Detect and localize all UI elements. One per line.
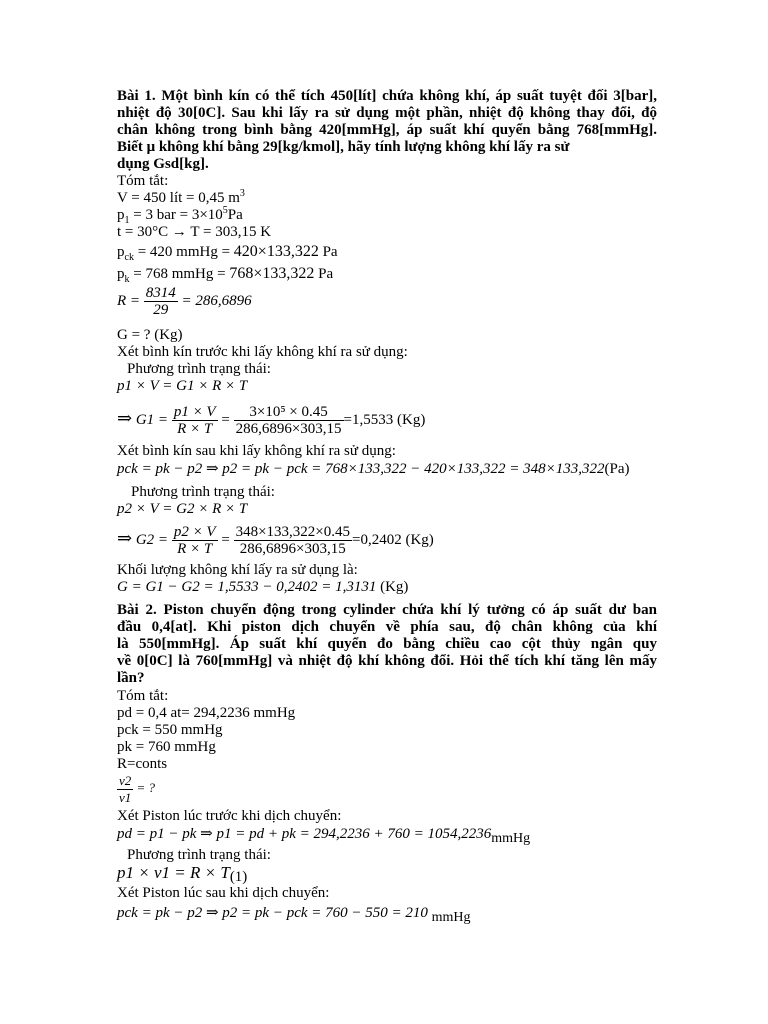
bai2-ratio: $\frac{v2}{v1}$ = ? [119,772,156,805]
bai2-r: R=conts [117,756,168,772]
bai1-pttt-2: Phương trình trạng thái: [131,484,275,500]
bai1-g2-formula: ⇒ G2 = $\frac{p2 \times V}{R \times T}$ = $\frac{348\times 133,322\times 0.45}{286,6896\times 303,15}$ =0,2402 (Kg) [117,524,434,558]
bai1-temperature: t = 30°C → T = 303,15 K [117,224,272,240]
bai1-pck: $p_{ck} = 420$ mmHg = 420×133,322 Pa [117,243,338,263]
bai1-equation-3: p2 × V = G2 × R × T [117,501,248,517]
bai2-line-1: Bài 2. Piston chuyển động trong cylinder chứa khí lý tưởng có áp suất dư ban [117,602,657,618]
bai2-line-2: đầu 0,4[at]. Khi piston dịch chuyển về phía sau, độ chân không của khí [117,619,657,635]
implies-icon: ⇒ [117,528,133,548]
bai2-pttt: Phương trình trạng thái: [127,847,271,863]
bai1-line-1: Bài 1. Một bình kín có thể tích 450[lít] chứa không khí, áp suất tuyệt đối 3[bar], [117,88,657,104]
bai2-equation-3: pck = pk − p2 ⇒ p2 = pk − pck = 760 − 550 = 210 mmHg [117,905,471,925]
bai2-line-4: về 0[0C] là 760[mmHg] và nhiệt độ khí không đổi. Hỏi thể tích khí tăng lên mấy [117,653,657,669]
bai1-line-2: nhiệt độ 30[0C]. Sau khi lấy ra sử dụng một phần, nhiệt độ không thay đổi, độ [117,105,657,121]
bai2-line-5: lần? [117,670,145,686]
bai1-tomtat: Tóm tắt: [117,173,169,189]
bai2-pck: pck = 550 mmHg [117,722,223,738]
bai1-pttt-1: Phương trình trạng thái: [127,361,271,377]
bai1-xet-truoc: Xét bình kín trước khi lấy không khí ra sử dụng: [117,344,408,360]
bai1-volume: V = 450 lít = 0,45 $m^3$ [117,188,245,206]
bai2-xet-sau: Xét Piston lúc sau khi dịch chuyển: [117,885,330,901]
bai1-p1: $p_1 = 3$ bar = $3\times 10^5Pa$ [117,205,243,226]
bai1-g-unknown: G = ? (Kg) [117,327,183,343]
bai1-pk: $p_k = 768$ mmHg = 768×133,322 Pa [117,265,334,285]
bai2-pd: pd = 0,4 at= 294,2236 mmHg [117,705,296,721]
bai1-line-5: dụng Gsd[kg]. [117,156,209,172]
bai1-line-4: Biết μ không khí bằng 29[kg/kmol], hãy tính lượng không khí lấy ra sử [117,139,570,155]
bai1-g1-formula: ⇒ G1 = $\frac{p1 \times V}{R \times T}$ = $\frac{\text{3×10⁵ × 0.45}}{286,6896\times 303,15}$ =1,5533 (Kg) [117,404,426,438]
bai1-line-3: chân không trong bình bằng 420[mmHg], áp suất khí quyển bằng 768[mmHg]. [117,122,657,138]
bai2-xet-truoc: Xét Piston lúc trước khi dịch chuyển: [117,808,342,824]
bai2-tomtat: Tóm tắt: [117,688,169,704]
bai2-equation-1: pd = p1 − pk ⇒ p1 = pd + pk = 294,2236 + 760 = 1054,2236mmHg [117,826,531,846]
bai1-xet-sau: Xét bình kín sau khi lấy không khí ra sử dụng: [117,443,396,459]
implies-icon: ⇒ [117,408,133,428]
bai1-khoi-luong: Khối lượng không khí lấy ra sử dụng là: [117,562,358,578]
bai1-r-formula: R = $\frac{8314}{29}$ = 286,6896 [117,285,252,319]
bai1-equation-1: p1 × V = G1 × R × T [117,378,248,394]
bai2-equation-2: p1 × v1 = R × T(1) [117,863,248,885]
bai2-line-3: là 550[mmHg]. Áp suất khí quyển đo bằng chiều cao cột thủy ngân quy [117,636,657,652]
bai1-equation-4: G = G1 − G2 = 1,5533 − 0,2402 = 1,3131 (Kg) [117,579,409,595]
bai2-pk: pk = 760 mmHg [117,739,216,755]
bai1-equation-2: pck = pk − p2 ⇒ p2 = pk − pck = 768×133,322 − 420×133,322 = 348×133,322(Pa) [117,461,630,477]
